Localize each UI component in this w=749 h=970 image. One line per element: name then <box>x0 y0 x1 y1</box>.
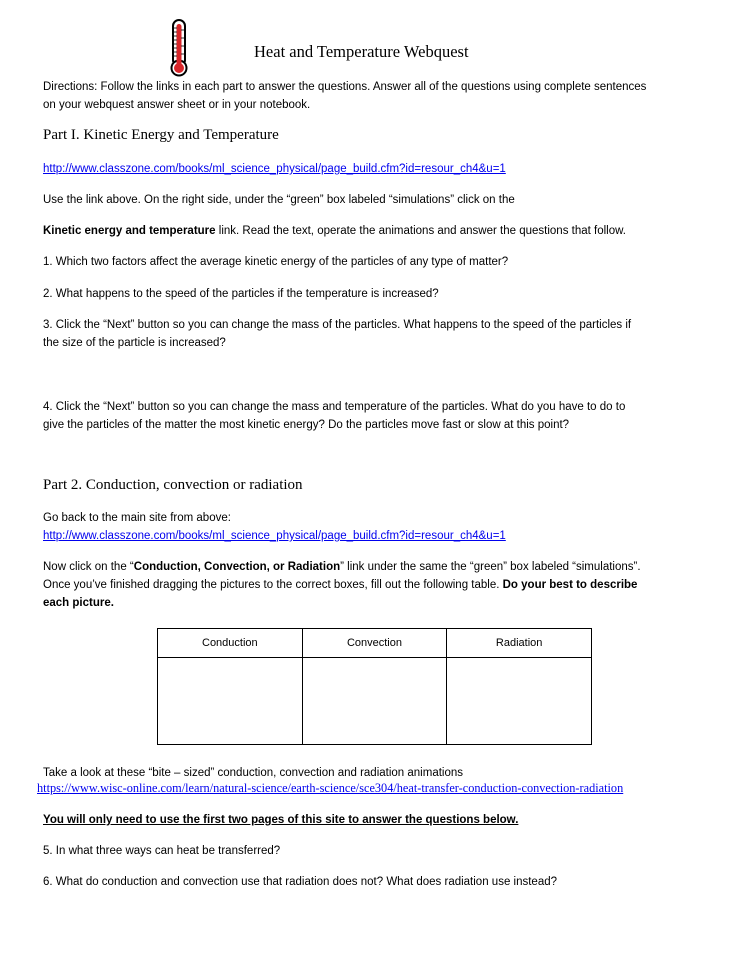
part1-heading: Part I. Kinetic Energy and Temperature <box>43 127 279 143</box>
kinetic-energy-link-text: Kinetic energy and temperature <box>43 225 216 237</box>
part2-click-instruction <box>43 558 641 577</box>
each-picture-bold: each picture. <box>43 597 114 609</box>
part2-goback: Go back to the main site from above: <box>43 512 231 524</box>
question-2: 2. What happens to the speed of the particles if the temperature is increased? <box>43 288 439 300</box>
radiation-answer-cell[interactable] <box>447 658 592 745</box>
part1-instruction-2-rest: link. Read the text, operate the animations and answer the questions that follow. <box>215 225 626 237</box>
directions-line-2: on your webquest answer sheet or in your notebook. <box>43 99 311 111</box>
part2-once-instruction <box>43 576 637 595</box>
part2-each-picture <box>43 594 114 613</box>
question-4-line-1: 4. Click the “Next” button so you can change the mass and temperature of the particles. What do you have to do to <box>43 401 626 413</box>
only-need-note: You will only need to use the first two pages of this site to answer the questions below. <box>43 814 519 826</box>
conduction-answer-cell[interactable] <box>158 658 303 745</box>
part1-instruction: Use the link above. On the right side, under the “green” box labeled “simulations” click on the <box>43 194 515 206</box>
page-title: Heat and Temperature Webquest <box>254 42 469 61</box>
classzone-link-2[interactable]: http://www.classzone.com/books/ml_science_physical/page_build.cfm?id=resour_ch4&u=1 <box>43 530 506 542</box>
convection-answer-cell[interactable] <box>302 658 447 745</box>
once-text: Once you’ve finished dragging the pictures to the correct boxes, fill out the following table. <box>43 579 503 591</box>
question-4-line-2: give the particles of the matter the most kinetic energy? Do the particles move fast or slow at this point? <box>43 419 570 431</box>
question-3-line-2: the size of the particle is increased? <box>43 337 226 349</box>
question-1: 1. Which two factors affect the average kinetic energy of the particles of any type of matter? <box>43 256 509 268</box>
thermometer-icon <box>168 18 190 78</box>
classzone-link[interactable]: http://www.classzone.com/books/ml_science_physical/page_build.cfm?id=resour_ch4&u=1 <box>43 163 506 175</box>
question-3-line-1: 3. Click the “Next” button so you can change the mass of the particles. What happens to the speed of the particles if <box>43 319 632 331</box>
table-header-convection: Convection <box>302 629 447 658</box>
question-5: 5. In what three ways can heat be transferred? <box>43 845 281 857</box>
table-header-radiation: Radiation <box>447 629 592 658</box>
click-pre: Now click on the “ <box>43 561 134 573</box>
directions-line-1: Directions: Follow the links in each part to answer the questions. Answer all of the questions using complete sentences <box>43 81 647 93</box>
part1-instruction-2 <box>43 222 626 241</box>
question-6: 6. What do conduction and convection use that radiation does not? What does radiation use instead? <box>43 876 558 888</box>
table-header-conduction: Conduction <box>158 629 303 658</box>
conduction-convection-radiation-link-text: Conduction, Convection, or Radiation <box>133 561 341 573</box>
bite-sized-text: Take a look at these “bite – sized” conduction, convection and radiation animations <box>43 767 464 779</box>
answer-table <box>157 628 592 745</box>
once-bold: Do your best to describe <box>502 579 638 591</box>
click-post: ” link under the same the “green” box labeled “simulations”. <box>340 561 641 573</box>
table-answer-row <box>158 658 592 745</box>
part2-heading: Part 2. Conduction, convection or radiation <box>43 477 303 493</box>
table-header-row <box>158 629 592 658</box>
wisc-online-link[interactable]: https://www.wisc-online.com/learn/natural-science/earth-science/sce304/heat-transfer-conduction-convection-radiation <box>37 781 624 795</box>
